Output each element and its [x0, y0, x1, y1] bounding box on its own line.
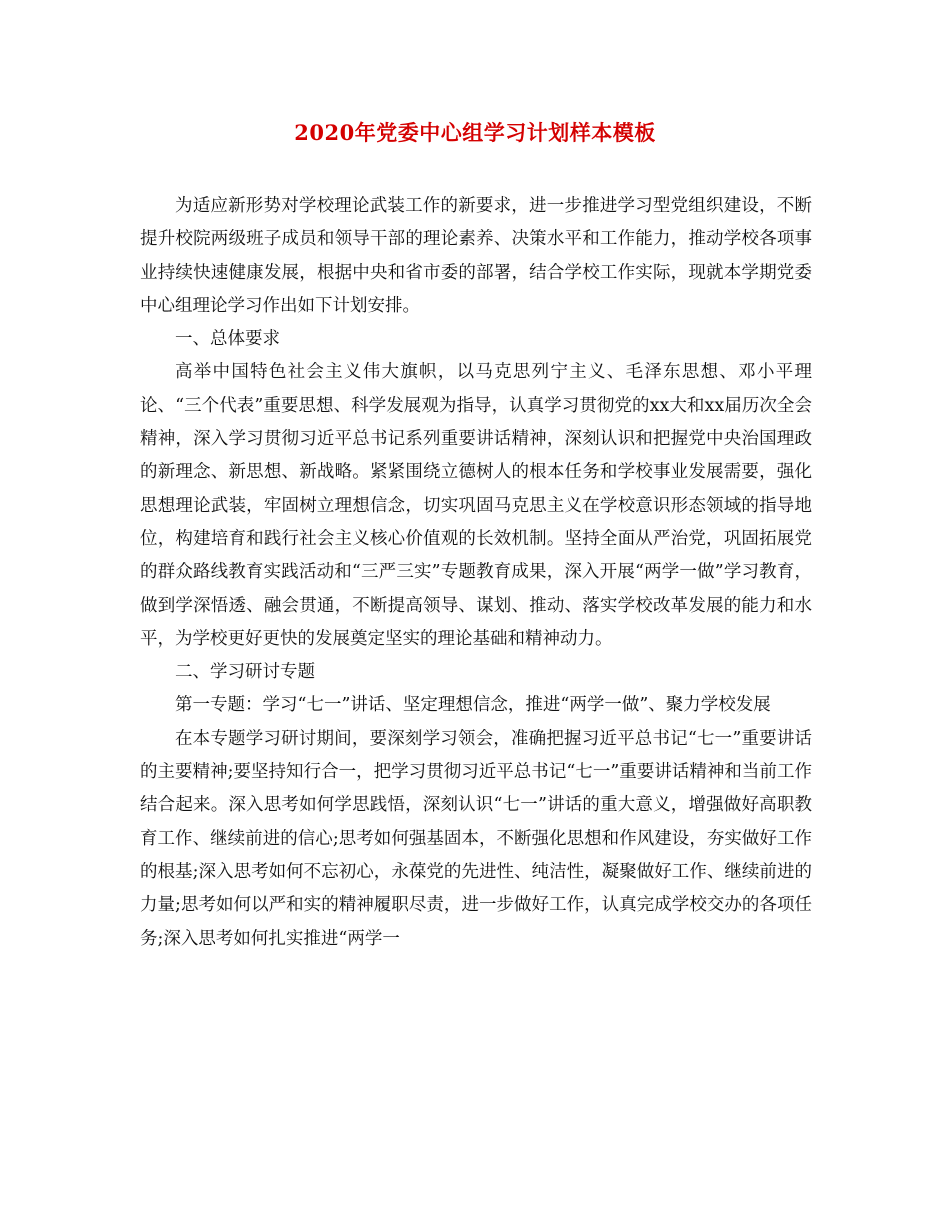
paragraph-topic-one-body: 在本专题学习研讨期间，要深刻学习领会，准确把握习近平总书记“七一”重要讲话的主要精神;要坚持知行合一，把学习贯彻习近平总书记“七一”重要讲话精神和当前工作结合起来。深入思考如何学思践悟，深刻认识“七一”讲话的重大意义，增强做好高职教育工作、继续前进的信心;思考如何强基固本，不断强化思想和作风建设，夯实做好工作的根基;深入思考如何不忘初心，永葆党的先进性、纯洁性，凝聚做好工作、继续前进的力量;思考如何以严和实的精神履职尽责，进一步做好工作，认真完成学校交办的各项任务;深入思考如何扎实推进“两学一 — [140, 728, 812, 949]
paragraph-general-requirements: 高举中国特色社会主义伟大旗帜，以马克思列宁主义、毛泽东思想、邓小平理论、“三个代表”重要思想、科学发展观为指导，认真学习贯彻党的xx大和xx届历次全会精神，深入学习贯彻习近平总书记系列重要讲话精神，深刻认识和把握党中央治国理政的新理念、新思想、新战略。紧紧围绕立德树人的根本任务和学校事业发展需要，强化思想理论武装，牢固树立理想信念，切实巩固马克思主义在学校意识形态领域的指导地位，构建培育和践行社会主义核心价值观的长效机制。坚持全面从严治党，巩固拓展党的群众路线教育实践活动和“三严三实”专题教育成果，深入开展“两学一做”学习教育，做到学深悟透、融会贯通，不断提高领导、谋划、推动、落实学校改革发展的能力和水平，为学校更好更快的发展奠定坚实的理论基础和精神动力。 — [140, 362, 812, 649]
section-heading-general-requirements: 一、总体要求 — [175, 329, 280, 350]
section-heading-study-topics: 二、学习研讨专题 — [175, 662, 315, 683]
paragraph-topic-one-title: 第一专题：学习“七一”讲话、坚定理想信念，推进“两学一做”、聚力学校发展 — [175, 695, 771, 716]
paragraph-intro: 为适应新形势对学校理论武装工作的新要求，进一步推进学习型党组织建设，不断提升校院两级班子成员和领导干部的理论素养、决策水平和工作能力，推动学校各项事业持续快速健康发展，根据中央和省市委的部署，结合学校工作实际，现就本学期党委中心组理论学习作出如下计划安排。 — [140, 196, 812, 316]
document-body — [140, 190, 812, 956]
document-title: 2020年党委中心组学习计划样本模板 — [294, 120, 656, 145]
